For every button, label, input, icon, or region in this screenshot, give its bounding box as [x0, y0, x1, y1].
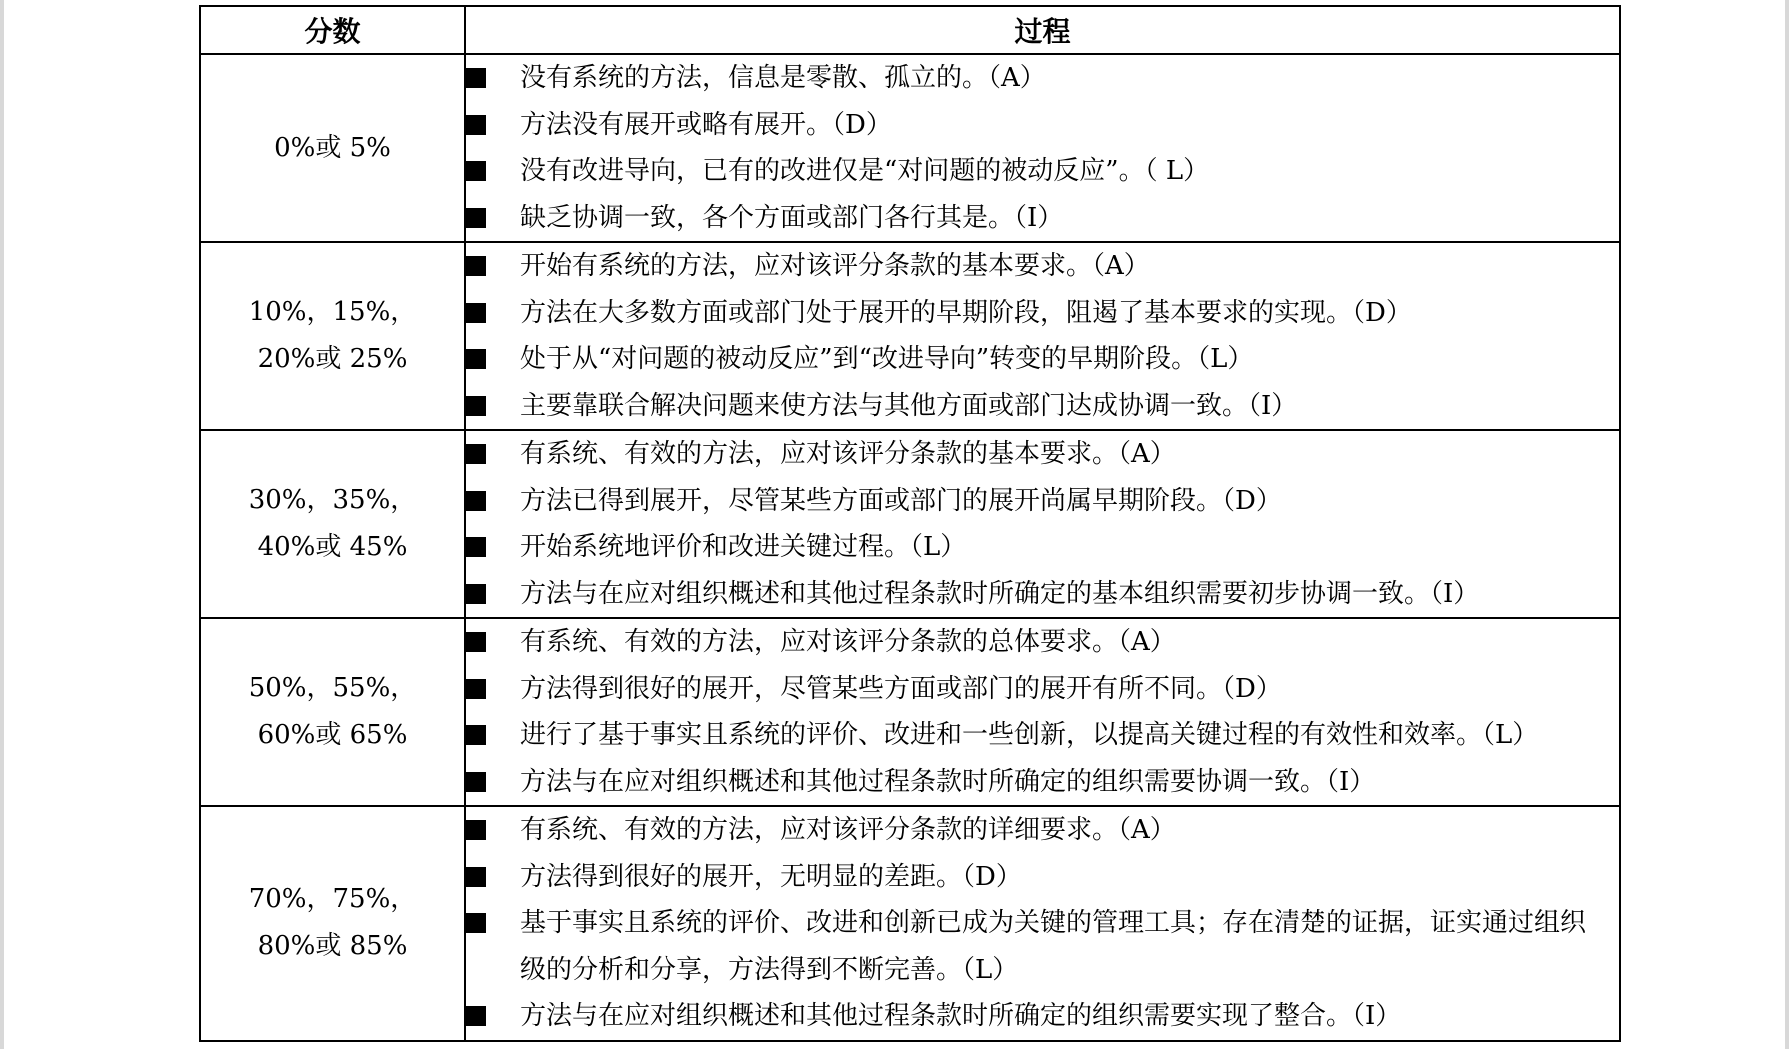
- item-text: 方法得到很好的展开，尽管某些方面或部门的展开有所不同。（D）: [520, 673, 1282, 704]
- list-item: [466, 478, 1619, 525]
- list-item: [466, 195, 1619, 242]
- list-item: [466, 900, 1619, 993]
- square-bullet-icon: [466, 820, 486, 840]
- list-item: [466, 524, 1619, 571]
- item-text: 主要靠联合解决问题来使方法与其他方面或部门达成协调一致。（I）: [520, 390, 1298, 421]
- item-text: 进行了基于事实且系统的评价、改进和一些创新，以提高关键过程的有效性和效率。（L）: [520, 720, 1539, 750]
- table-row: [200, 806, 1620, 1041]
- process-cell: [465, 806, 1620, 1041]
- list-item: [466, 666, 1619, 713]
- square-bullet-icon: [466, 867, 486, 887]
- item-text: 有系统、有效的方法，应对该评分条款的总体要求。（A）: [520, 627, 1176, 657]
- item-text: 开始有系统的方法，应对该评分条款的基本要求。（A）: [520, 251, 1150, 281]
- square-bullet-icon: [466, 303, 486, 323]
- score-line: 0%或 5%: [274, 132, 391, 163]
- item-text: 没有系统的方法，信息是零散、孤立的。（A）: [520, 63, 1046, 93]
- score-cell: [200, 806, 465, 1041]
- square-bullet-icon: [466, 396, 486, 416]
- score-cell: [200, 618, 465, 806]
- item-text: 开始系统地评价和改进关键过程。（L）: [520, 532, 967, 562]
- list-item: [466, 807, 1619, 854]
- item-text: 方法与在应对组织概述和其他过程条款时所确定的组织需要实现了整合。（I）: [520, 1001, 1402, 1031]
- square-bullet-icon: [466, 537, 486, 557]
- right-edge-strip: [1785, 0, 1789, 1049]
- list-item: [466, 712, 1619, 759]
- square-bullet-icon: [466, 115, 486, 135]
- square-bullet-icon: [466, 349, 486, 369]
- list-item: [466, 55, 1619, 102]
- item-text: 处于从“对问题的被动反应”到“改进导向”转变的早期阶段。（L）: [520, 344, 1254, 374]
- item-text: 有系统、有效的方法，应对该评分条款的详细要求。（A）: [520, 815, 1176, 845]
- list-item: [466, 759, 1619, 806]
- square-bullet-icon: [466, 256, 486, 276]
- square-bullet-icon: [466, 725, 486, 745]
- score-line: 40%或 45%: [257, 532, 408, 562]
- square-bullet-icon: [466, 68, 486, 88]
- score-line: 70%，75%，: [248, 884, 417, 915]
- score-cell: [200, 430, 465, 618]
- scoring-table: [199, 5, 1621, 1042]
- list-item: [466, 148, 1619, 195]
- score-line: 30%，35%，: [248, 485, 417, 515]
- table-row: [200, 618, 1620, 806]
- list-item: [466, 336, 1619, 383]
- list-item: [466, 571, 1619, 618]
- score-line: 20%或 25%: [257, 344, 408, 374]
- list-item: [466, 243, 1619, 290]
- process-cell: [465, 242, 1620, 430]
- list-item: [466, 431, 1619, 478]
- process-column-header: 过程: [465, 6, 1620, 54]
- process-cell: [465, 618, 1620, 806]
- item-text: 方法没有展开或略有展开。（D）: [520, 109, 892, 140]
- table-row: [200, 242, 1620, 430]
- square-bullet-icon: [466, 1006, 486, 1026]
- score-cell: [200, 54, 465, 242]
- item-text: 方法与在应对组织概述和其他过程条款时所确定的基本组织需要初步协调一致。（I）: [520, 578, 1480, 609]
- process-cell: [465, 54, 1620, 242]
- score-cell: [200, 242, 465, 430]
- header-row: [200, 6, 1620, 54]
- list-item: [466, 993, 1619, 1040]
- list-item: [466, 619, 1619, 666]
- square-bullet-icon: [466, 208, 486, 228]
- square-bullet-icon: [466, 491, 486, 511]
- score-line: 10%，15%，: [248, 297, 417, 327]
- table-row: [200, 54, 1620, 242]
- table-row: [200, 430, 1620, 618]
- item-text: 基于事实且系统的评价、改进和创新已成为关键的管理工具；存在清楚的证据，证实通过组织级的分析和分享，方法得到不断完善。（L）: [520, 908, 1587, 985]
- square-bullet-icon: [466, 161, 486, 181]
- list-item: [466, 290, 1619, 337]
- item-text: 方法在大多数方面或部门处于展开的早期阶段，阻遏了基本要求的实现。（D）: [520, 297, 1412, 328]
- score-line: 50%，55%，: [248, 673, 417, 703]
- score-line: 80%或 85%: [257, 931, 408, 962]
- square-bullet-icon: [466, 632, 486, 652]
- item-text: 没有改进导向，已有的改进仅是“对问题的被动反应”。（ L）: [520, 156, 1210, 186]
- item-text: 方法与在应对组织概述和其他过程条款时所确定的组织需要协调一致。（I）: [520, 766, 1376, 797]
- item-text: 缺乏协调一致，各个方面或部门各行其是。（I）: [520, 202, 1064, 233]
- square-bullet-icon: [466, 584, 486, 604]
- item-text: 有系统、有效的方法，应对该评分条款的基本要求。（A）: [520, 439, 1176, 469]
- square-bullet-icon: [466, 913, 486, 933]
- square-bullet-icon: [466, 772, 486, 792]
- square-bullet-icon: [466, 679, 486, 699]
- square-bullet-icon: [466, 444, 486, 464]
- score-column-header: 分数: [200, 6, 465, 54]
- list-item: [466, 102, 1619, 149]
- list-item: [466, 383, 1619, 430]
- list-item: [466, 854, 1619, 901]
- process-cell: [465, 430, 1620, 618]
- score-line: 60%或 65%: [257, 720, 408, 750]
- left-edge-strip: [0, 0, 4, 1049]
- item-text: 方法已得到展开，尽管某些方面或部门的展开尚属早期阶段。（D）: [520, 485, 1282, 516]
- item-text: 方法得到很好的展开，无明显的差距。（D）: [520, 861, 1022, 892]
